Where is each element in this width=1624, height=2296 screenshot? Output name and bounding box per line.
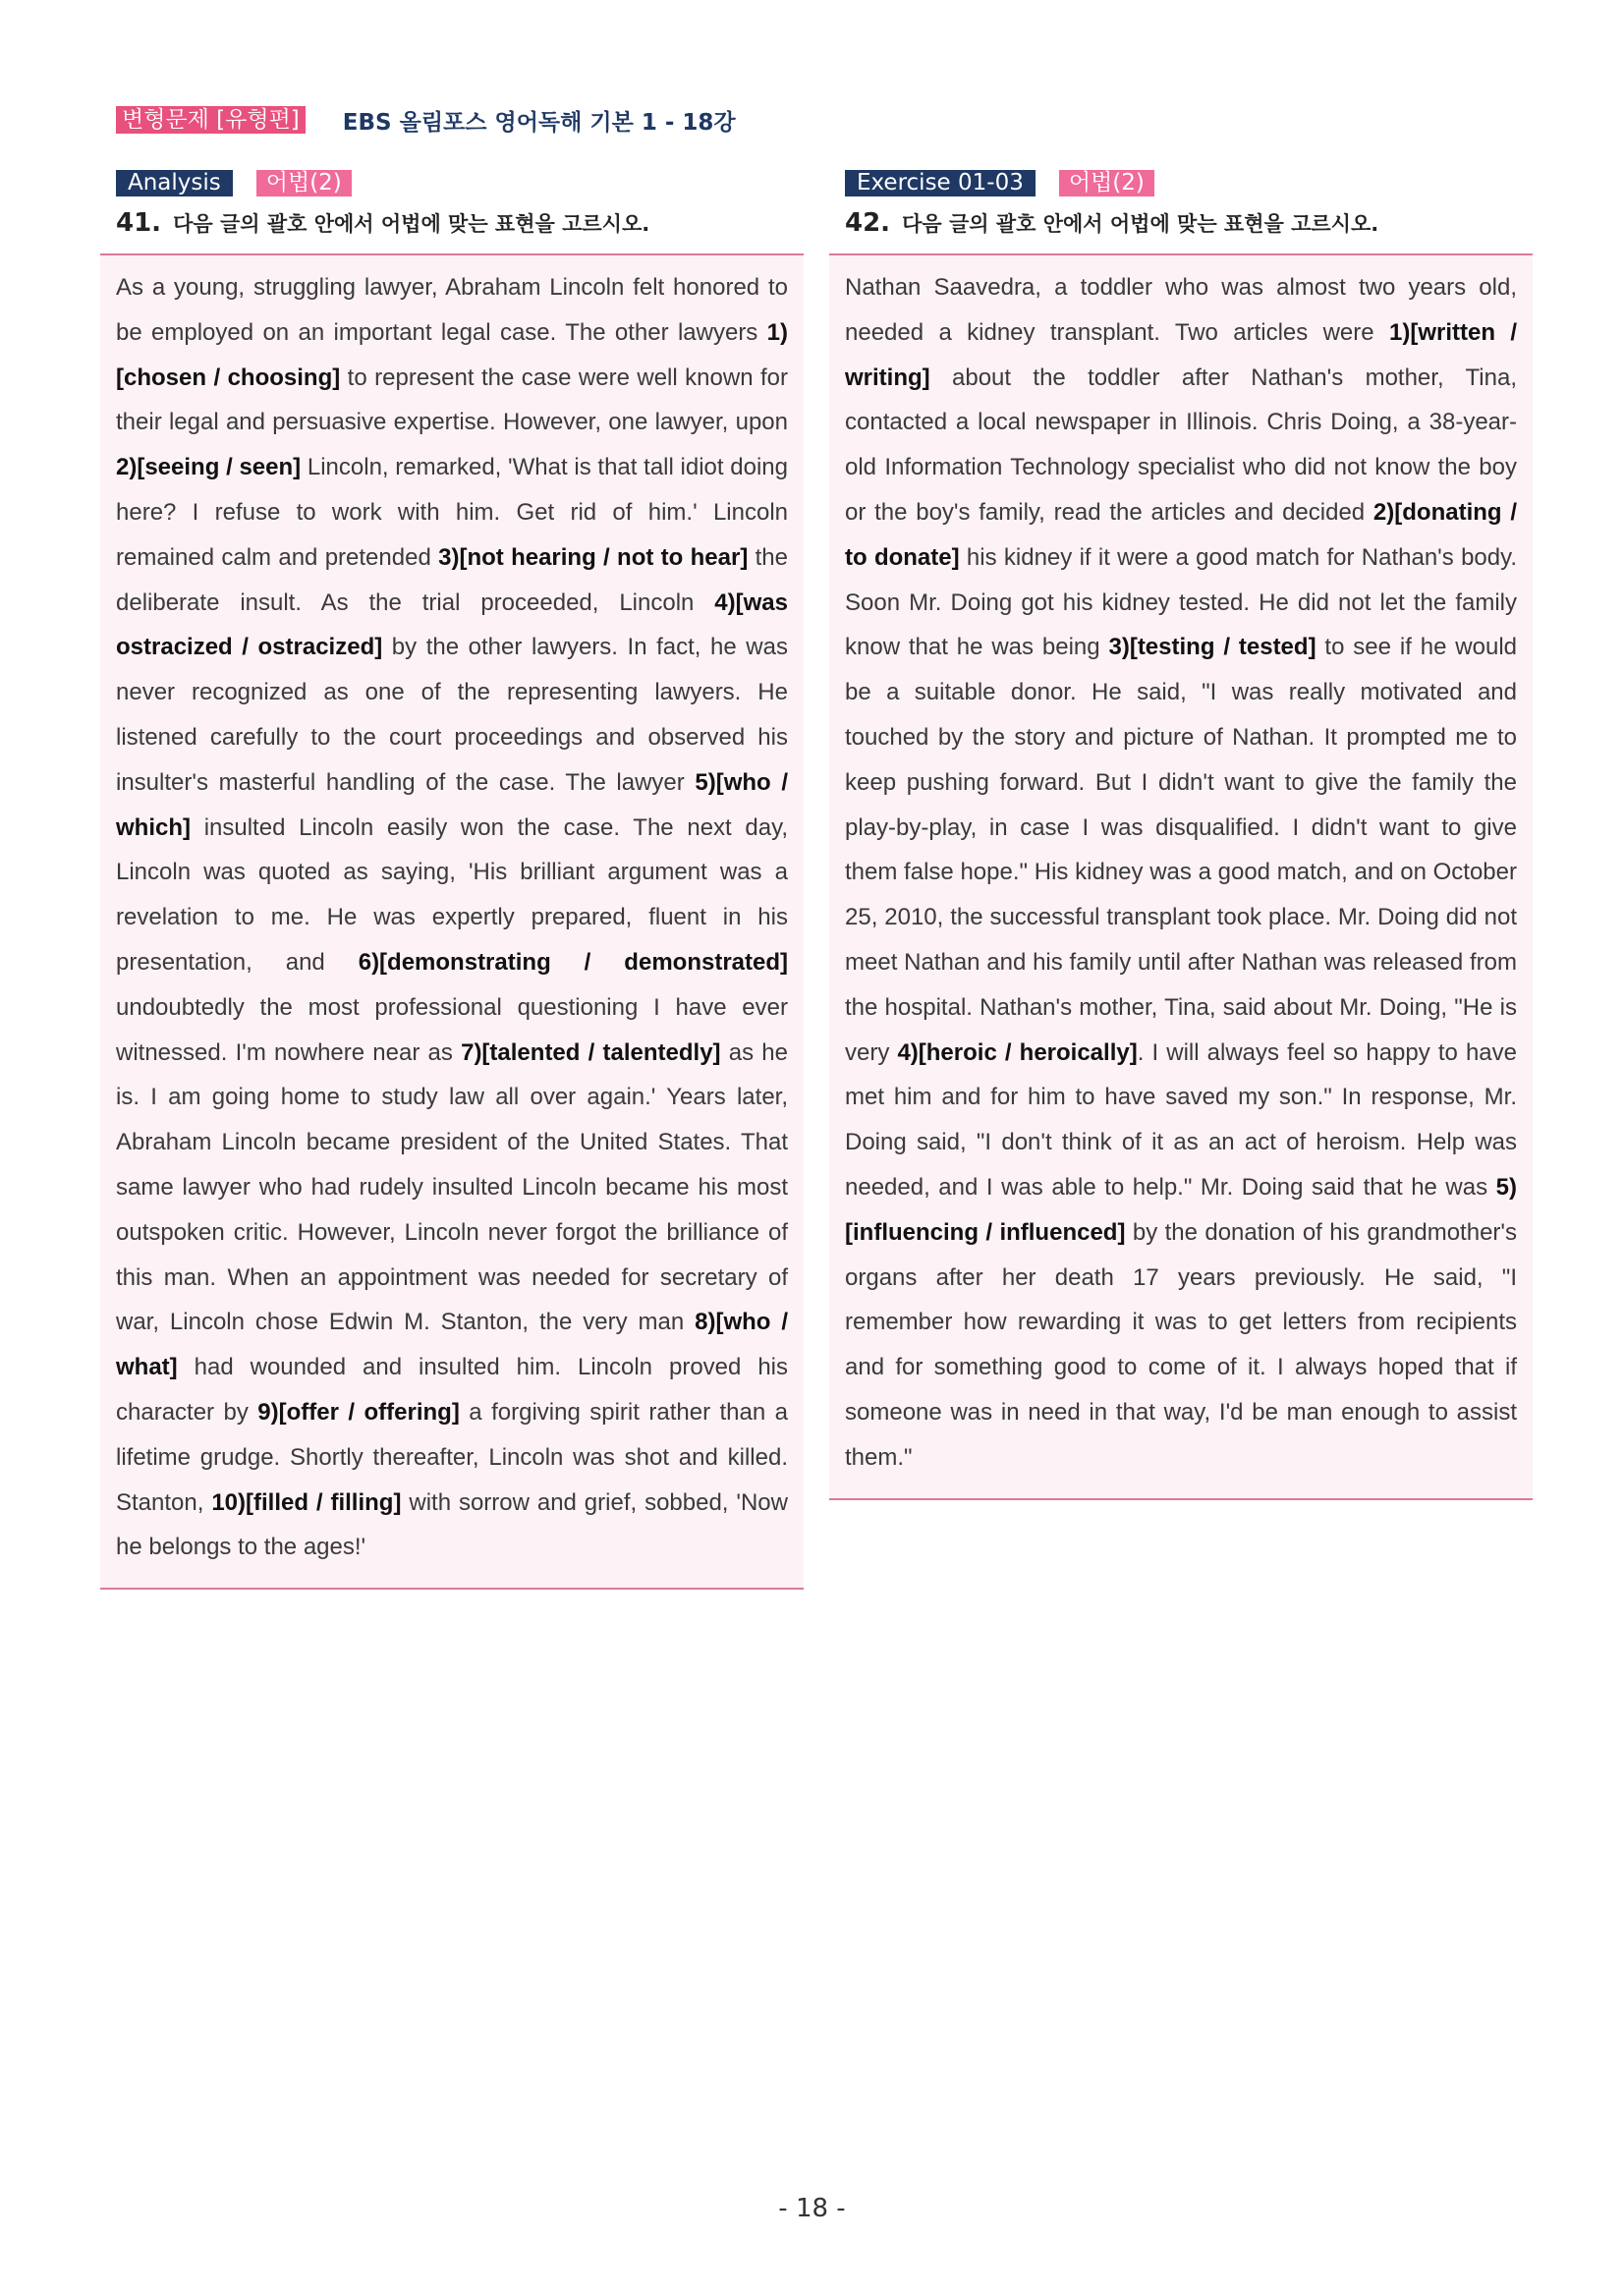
answer-choice: 1)[chosen / choosing]	[116, 318, 788, 391]
passage-segment: as he is. I am going home to study law all over again.' Years later, Abraham Lincoln became president of the United States. That same lawyer who had rudely insulted Lincoln became his most outspoken critic. However, Lincoln never forgot the brilliance of this man. When an appointment was needed for secretary of war, Lincoln chose Edwin M. Stanton, the very man	[116, 1038, 788, 1336]
tag-row	[116, 169, 804, 196]
right-column	[829, 169, 1533, 1500]
exercise-tag: Exercise 01-03	[845, 170, 1036, 196]
passage-segment: a forgiving spirit rather than a lifetime grudge. Shortly thereafter, Lincoln was shot and killed. Stanton,	[116, 1398, 789, 1516]
answer-choice: 8)[who / what]	[116, 1309, 789, 1381]
answer-choice: 10)[filled / filling]	[211, 1488, 402, 1516]
answer-choice: 4)[was ostracized / ostracized]	[116, 588, 788, 661]
answer-choice: 2)[donating / to donate]	[845, 498, 1517, 571]
passage-segment: by the other lawyers. In fact, he was never recognized as one of the representing lawyers. He listened carefully to the court proceedings and observed his insulter's masterful handling of the case. The lawyer	[116, 634, 788, 796]
passage-segment: the deliberate insult. As the trial proceeded, Lincoln	[116, 543, 788, 616]
question-header	[845, 208, 1533, 240]
passage-segment: As a young, struggling lawyer, Abraham Lincoln felt honored to be employed on an important legal case. The other lawyers	[116, 274, 788, 346]
tag-row	[845, 169, 1533, 196]
question-number: 42.	[845, 208, 891, 238]
grammar-category-tag: 어법(2)	[256, 170, 352, 196]
passage-segment: . I will always feel so happy to have met him and for him to have saved my son." In response, Mr. Doing said, "I don't think of it as an act of heroism. Help was needed, and I was able to help." Mr. Doing said that he was	[845, 1038, 1517, 1201]
answer-choice: 3)[testing / tested]	[1108, 634, 1316, 661]
question-number: 41.	[116, 208, 162, 238]
answer-choice: 6)[demonstrating / demonstrated]	[358, 948, 788, 976]
question-instruction: 다음 글의 괄호 안에서 어법에 맞는 표현을 고르시오.	[173, 212, 650, 236]
answer-choice: 3)[not hearing / not to hear]	[438, 543, 749, 571]
answer-choice: 7)[talented / talentedly]	[461, 1038, 721, 1066]
passage-segment: about the toddler after Nathan's mother, Tina, contacted a local newspaper in Illinois. Chris Doing, a 38-year-old Information Technology specialist who did not know the boy or the boy's family, read the articles and decided	[845, 364, 1517, 526]
page-header	[116, 104, 736, 136]
answer-choice: 5)[influencing / influenced]	[845, 1173, 1517, 1246]
passage-segment: his kidney if it were a good match for Nathan's body. Soon Mr. Doing got his kidney tested. He did not let the family know that he was being	[845, 543, 1517, 661]
answer-choice: 5)[who / which]	[116, 768, 788, 841]
left-column	[100, 169, 804, 1590]
passage-segment: by the donation of his grandmother's organs after her death 17 years previously. He said, "I remember how rewarding it was to get letters from recipients and for something good to come of it. I always hoped that if someone was in need in that way, I'd be man enough to assist them."	[845, 1218, 1517, 1471]
passage-segment: Lincoln, remarked, 'What is that tall idiot doing here? I refuse to work with him. Get rid of him.' Lincoln remained calm and pretended	[116, 454, 788, 571]
passage-segment: with sorrow and grief, sobbed, 'Now he belongs to the ages!'	[116, 1488, 788, 1561]
answer-choice: 2)[seeing / seen]	[116, 454, 302, 481]
answer-choice: 1)[written / writing]	[845, 318, 1518, 391]
answer-choice: 9)[offer / offering]	[257, 1398, 460, 1426]
passage-segment: insulted Lincoln easily won the case. The next day, Lincoln was quoted as saying, 'His brilliant argument was a revelation to me. He was expertly prepared, fluent in his presentation, and	[116, 813, 788, 976]
passage-box	[100, 253, 804, 1590]
grammar-category-tag: 어법(2)	[1059, 170, 1154, 196]
analysis-tag: Analysis	[116, 170, 233, 196]
question-instruction: 다음 글의 괄호 안에서 어법에 맞는 표현을 고르시오.	[902, 212, 1379, 236]
page-number: - 18 -	[778, 2194, 846, 2223]
passage-box	[829, 253, 1533, 1500]
type-badge: 변형문제 [유형편]	[116, 106, 306, 134]
passage-segment: Nathan Saavedra, a toddler who was almost two years old, needed a kidney transplant. Two articles were	[845, 274, 1517, 346]
question-header	[116, 208, 804, 240]
passage-segment: to represent the case were well known for their legal and persuasive expertise. However, one lawyer, upon	[116, 364, 788, 436]
passage-text	[845, 265, 1517, 1481]
passage-segment: undoubtedly the most professional questioning I have ever witnessed. I'm nowhere near as	[116, 993, 788, 1066]
passage-segment: had wounded and insulted him. Lincoln proved his character by	[116, 1354, 788, 1426]
passage-segment: to see if he would be a suitable donor. He said, "I was really motivated and touched by the story and picture of Nathan. It prompted me to keep pushing forward. But I didn't want to give the family the play-by-play, in case I was disqualified. I didn't want to give them false hope." His kidney was a good match, and on October 25, 2010, the successful transplant took place. Mr. Doing did not meet Nathan and his family until after Nathan was released from the hospital. Nathan's mother, Tina, said about Mr. Doing, "He is very	[845, 634, 1517, 1066]
passage-text	[116, 265, 788, 1570]
series-title: EBS 올림포스 영어독해 기본 1 - 18강	[342, 109, 736, 136]
answer-choice: 4)[heroic / heroically]	[897, 1038, 1138, 1066]
